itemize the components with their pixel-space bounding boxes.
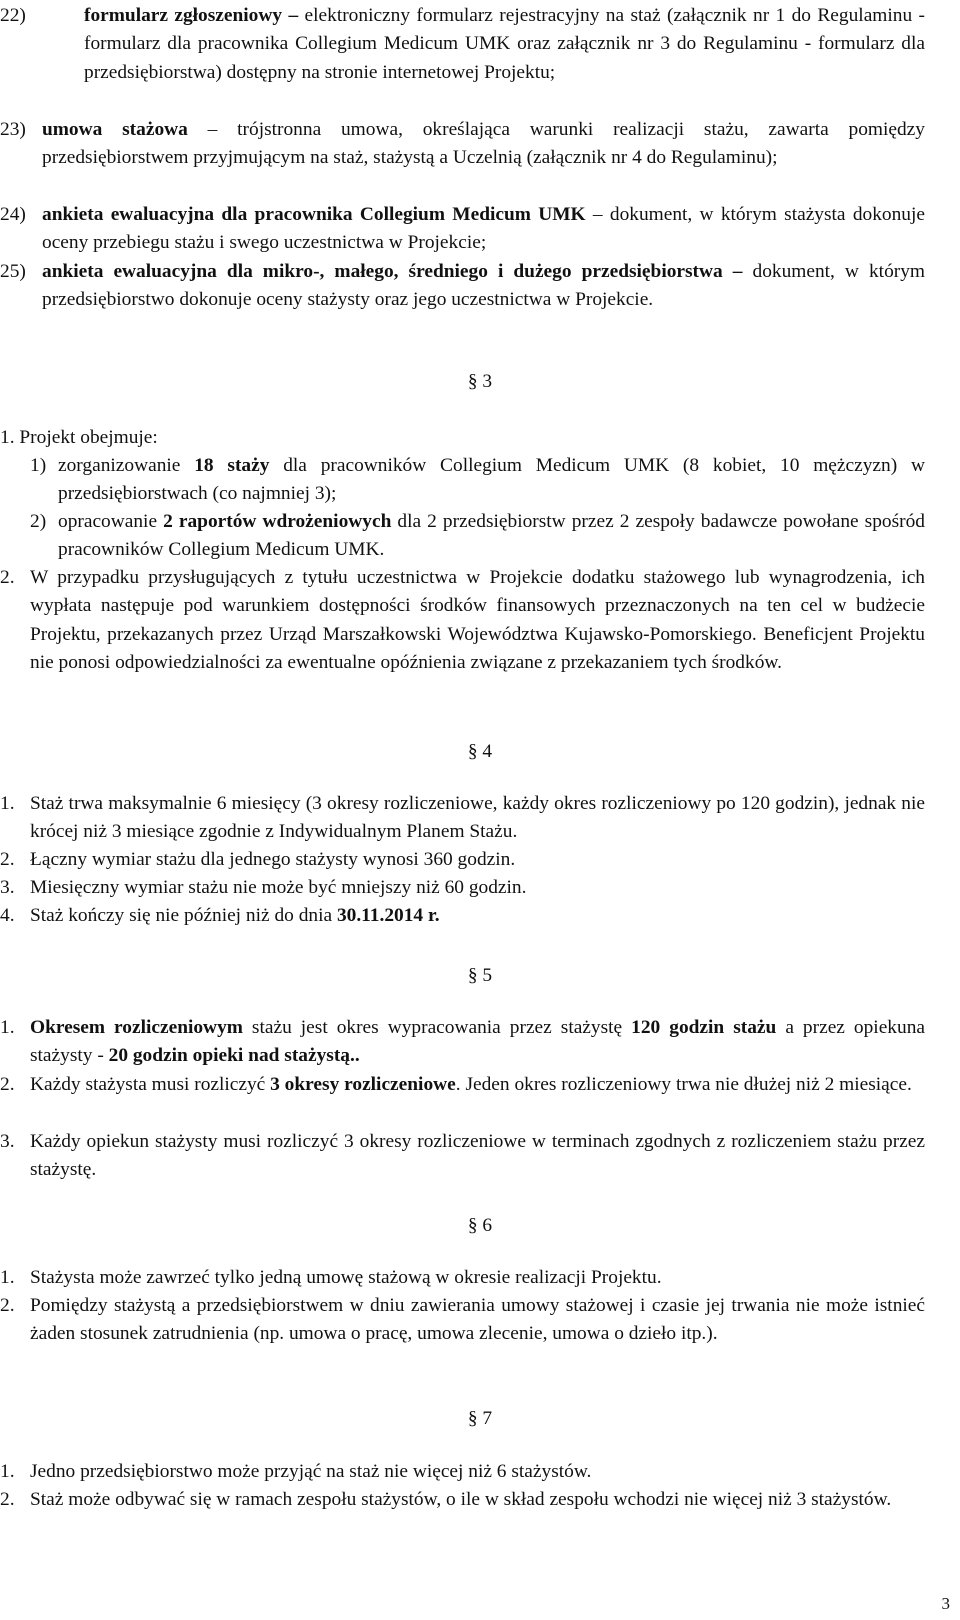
term: ankieta ewaluacyjna dla mikro-, małego, średniego i dużego przedsiębiorstwa – — [42, 261, 743, 282]
s3-paragraph-2: 2. W przypadku przysługujących z tytułu uczestnictwa w Projekcie dodatku stażowego lub wynagrodzenia, ich wypłata następuje pod warunkiem dostępności środków finansowych przeznaczonych na ten cel w budżecie Projektu, przekazanych przez Urząd Marszałkowski Województwa Kujawsko-Pomorskiego. Beneficjent Projektu nie ponosi odpowiedzialności za ewentualne opóźnienia związane z przekazaniem tych środków. — [0, 567, 925, 674]
definition-text: dokument, w którym przedsiębiorstwo dokonuje oceny stażysty oraz jego uczestnictwa w Projekcie. — [42, 261, 925, 311]
definition-24 — [0, 201, 925, 258]
s4-paragraph-4: 4. Staż kończy się nie później niż do dnia 30.11.2014 r. — [0, 905, 440, 926]
section-heading-6: § 6 — [467, 1215, 493, 1236]
item-number: 22) — [0, 5, 26, 26]
s5-paragraph-3: 3. Każdy opiekun stażysty musi rozliczyć 3 okresy rozliczeniowe w terminach zgodnych z rozliczeniem stażu przez stażystę. — [0, 1131, 925, 1181]
term: umowa stażowa — [42, 119, 188, 140]
s3-subitem-1: 1) zorganizowanie 18 staży dla pracowników Collegium Medicum UMK (8 kobiet, 10 mężczyzn) w przedsiębiorstwach (co najmniej 3); — [30, 455, 925, 505]
definition-22 — [0, 2, 925, 87]
s4-paragraph-2: 2. Łączny wymiar stażu dla jednego stażysty wynosi 360 godzin. — [0, 849, 516, 870]
section-heading-7: § 7 — [467, 1408, 493, 1429]
item-number: 23) — [0, 119, 26, 140]
section-heading-3: § 3 — [467, 371, 493, 392]
s5-paragraph-1: 1. Okresem rozliczeniowym stażu jest okres wypracowania przez stażystę 120 godzin stażu a przez opiekuna stażysty - 20 godzin opieki nad stażystą.. — [0, 1017, 925, 1067]
s6-paragraph-2: 2. Pomiędzy stażystą a przedsiębiorstwem w dniu zawierania umowy stażowej i czasie jej trwania nie może istnieć żaden stosunek zatrudnienia (np. umowa o pracę, umowa zlecenie, umowa o dzieło itp.). — [0, 1295, 925, 1345]
s7-paragraph-2: 2. Staż może odbywać się w ramach zespołu stażystów, o ile w skład zespołu wchodzi nie więcej niż 3 stażystów. — [0, 1489, 892, 1510]
s7-paragraph-1: 1. Jedno przedsiębiorstwo może przyjąć na staż nie więcej niż 6 stażystów. — [0, 1461, 592, 1482]
s4-paragraph-1: 1. Staż trwa maksymalnie 6 miesięcy (3 okresy rozliczeniowe, każdy okres rozliczeniowy po 120 godzin), jednak nie krócej niż 3 miesiące zgodnie z Indywidualnym Planem Stażu. — [0, 793, 925, 843]
definition-25 — [0, 258, 925, 315]
section-heading-4: § 4 — [467, 741, 493, 762]
s3-subitem-2: 2) opracowanie 2 raportów wdrożeniowych dla 2 przedsiębiorstw przez 2 zespoły badawcze powołane spośród pracowników Collegium Medicum UMK. — [30, 511, 926, 561]
s4-paragraph-3: 3. Miesięczny wymiar stażu nie może być mniejszy niż 60 godzin. — [0, 877, 527, 898]
definition-text: – dokument, w którym stażysta dokonuje oceny przebiegu stażu i swego uczestnictwa w Projekcie; — [42, 204, 925, 254]
s5-paragraph-2: 2. Każdy stażysta musi rozliczyć 3 okresy rozliczeniowe. Jeden okres rozliczeniowy trwa nie dłużej niż 2 miesiące. — [0, 1074, 912, 1095]
s3-paragraph-1: 1. Projekt obejmuje: — [0, 427, 158, 448]
item-number: 24) — [0, 204, 26, 225]
term: ankieta ewaluacyjna dla pracownika Collegium Medicum UMK — [42, 204, 586, 225]
definition-text: elektroniczny formularz rejestracyjny na staż (załącznik nr 1 do Regulaminu - formularz dla pracownika Collegium Medicum UMK oraz załącznik nr 3 do Regulaminu - formularz dla przedsiębiorstwa) dostępny na stronie internetowej Projektu; — [84, 5, 925, 83]
definition-23 — [0, 116, 925, 173]
section-heading-5: § 5 — [467, 965, 493, 986]
page-number: 3 — [941, 1594, 950, 1613]
s6-paragraph-1: 1. Stażysta może zawrzeć tylko jedną umowę stażową w okresie realizacji Projektu. — [0, 1267, 662, 1288]
definition-text: – trójstronna umowa, określająca warunki realizacji stażu, zawarta pomiędzy przedsiębiorstwem przyjmującym na staż, stażystą a Uczelnią (załącznik nr 4 do Regulaminu); — [42, 119, 925, 169]
item-number: 25) — [0, 261, 26, 282]
term: formularz zgłoszeniowy – — [84, 5, 299, 26]
